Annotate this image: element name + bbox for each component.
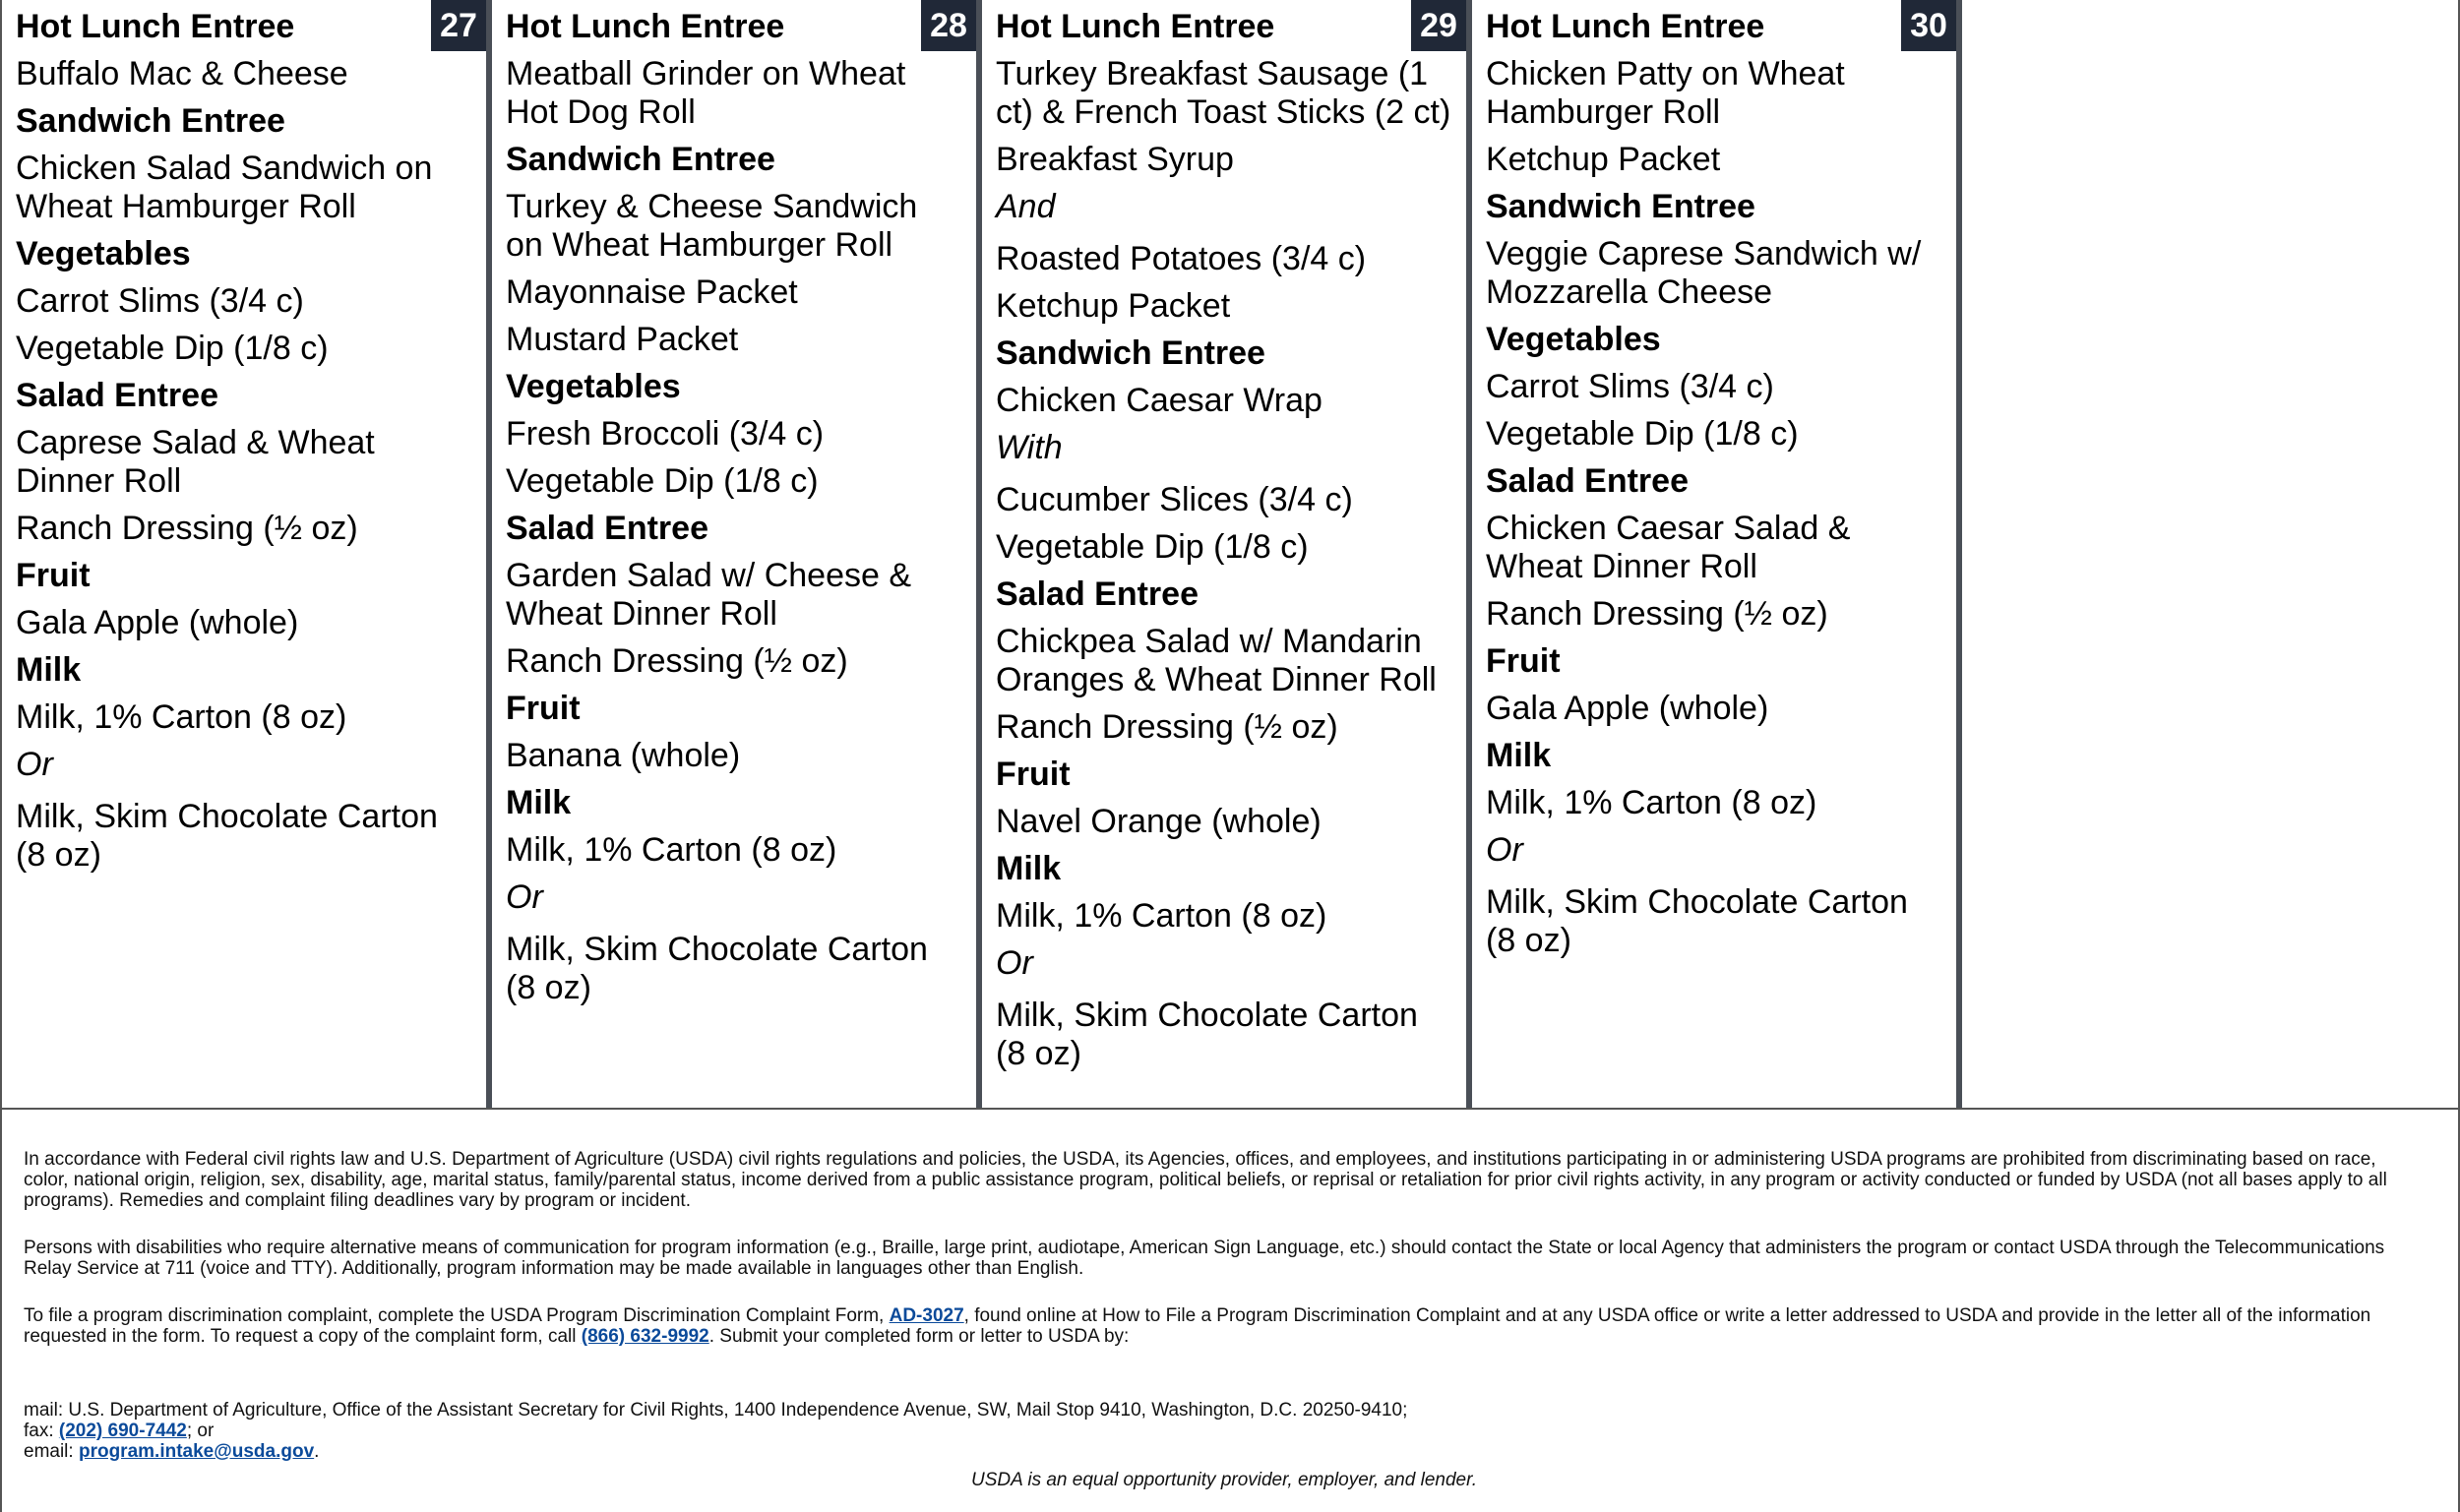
menu-category-heading: Sandwich Entree [1486, 188, 1755, 225]
email-suffix: . [314, 1441, 320, 1462]
menu-item: Milk, 1% Carton (8 oz) [996, 897, 1327, 935]
menu-item: Mayonnaise Packet [506, 273, 798, 311]
menu-calendar [2, 0, 2458, 1110]
menu-category-heading: Fruit [16, 557, 91, 594]
menu-category-heading: Sandwich Entree [506, 141, 775, 178]
menu-connector-text: Or [506, 878, 543, 916]
menu-item: Gala Apple (whole) [1486, 690, 1769, 727]
day-30 [1472, 0, 1962, 1108]
menu-item: Veggie Caprese Sandwich w/ Mozzarella Cheese [1486, 235, 1922, 311]
contact-block [24, 1400, 2425, 1462]
fax-label: fax: [24, 1421, 59, 1441]
usda-nondiscrimination-statement [24, 1149, 2425, 1490]
menu-item: Meatball Grinder on Wheat Hot Dog Roll [506, 55, 906, 131]
menu-category-heading: Salad Entree [16, 377, 218, 414]
mail-address: mail: U.S. Department of Agriculture, Office of the Assistant Secretary for Civil Rights, 1400 Independence Avenue, SW, Mail Stop 9410, Washington, D.C. 20250-9410; [24, 1400, 1408, 1421]
menu-category-heading: Milk [1486, 737, 1552, 774]
menu-item: Vegetable Dip (1/8 c) [996, 528, 1309, 566]
menu-category-heading: Fruit [1486, 642, 1561, 680]
menu-items-list [16, 8, 486, 875]
menu-item: Ketchup Packet [996, 287, 1231, 325]
complaint-text-1: To file a program discrimination complaint, complete the USDA Program Discrimination Complaint Form, [24, 1305, 890, 1326]
accessibility-paragraph: Persons with disabilities who require alternative means of communication for program information (e.g., Braille, large print, audiotape, American Sign Language, etc.) should contact the State or local Agency that administers the program or contact USDA through the Telecommunications Relay Service at 711 (voice and TTY). Additionally, program information may be made available in languages other than English. [24, 1238, 2385, 1279]
menu-item: Milk, 1% Carton (8 oz) [506, 831, 837, 869]
menu-category-heading: Salad Entree [1486, 462, 1689, 500]
menu-item: Chickpea Salad w/ Mandarin Oranges & Wheat Dinner Roll [996, 623, 1437, 698]
menu-item: Garden Salad w/ Cheese & Wheat Dinner Roll [506, 557, 912, 633]
menu-item: Milk, Skim Chocolate Carton (8 oz) [1486, 883, 1908, 959]
fax-suffix: ; or [186, 1421, 215, 1441]
menu-item: Vegetable Dip (1/8 c) [506, 462, 819, 500]
menu-item: Vegetable Dip (1/8 c) [16, 330, 329, 367]
menu-item: Chicken Patty on Wheat Hamburger Roll [1486, 55, 1845, 131]
menu-item: Navel Orange (whole) [996, 803, 1322, 840]
menu-connector-text: With [996, 429, 1063, 466]
menu-connector-text: Or [996, 944, 1033, 982]
menu-item: Milk, 1% Carton (8 oz) [1486, 784, 1817, 821]
complaint-paragraph [24, 1305, 2425, 1347]
menu-item: Carrot Slims (3/4 c) [16, 282, 304, 320]
menu-item: Cucumber Slices (3/4 c) [996, 481, 1353, 518]
menu-items-list [506, 8, 976, 1007]
equal-opportunity-tagline: USDA is an equal opportunity provider, employer, and lender. [970, 1470, 1477, 1490]
menu-item: Ranch Dressing (½ oz) [996, 708, 1338, 746]
day-28 [492, 0, 982, 1108]
menu-item: Turkey & Cheese Sandwich on Wheat Hamburger Roll [506, 188, 918, 264]
menu-category-heading: Milk [996, 850, 1062, 887]
menu-item: Turkey Breakfast Sausage (1 ct) & French Toast Sticks (2 ct) [996, 55, 1451, 131]
menu-connector-text: And [996, 188, 1056, 225]
ad-3027-link[interactable]: AD-3027 [889, 1305, 964, 1326]
menu-item: Milk, Skim Chocolate Carton (8 oz) [506, 931, 928, 1006]
complaint-text-3: . Submit your completed form or letter to USDA by: [708, 1326, 1130, 1347]
menu-item: Buffalo Mac & Cheese [16, 55, 348, 92]
day-number-badge: 29 [1411, 0, 1466, 51]
menu-category-heading: Fruit [996, 756, 1071, 793]
menu-item: Roasted Potatoes (3/4 c) [996, 240, 1367, 277]
complaint-phone-link[interactable]: (866) 632-9992 [581, 1326, 709, 1347]
menu-item: Mustard Packet [506, 321, 739, 358]
menu-connector-text: Or [16, 746, 53, 783]
menu-item: Carrot Slims (3/4 c) [1486, 368, 1774, 405]
menu-category-heading: Salad Entree [506, 510, 708, 547]
menu-category-heading: Sandwich Entree [996, 334, 1265, 372]
menu-items-list [996, 8, 1466, 1073]
menu-item: Chicken Caesar Salad & Wheat Dinner Roll [1486, 510, 1851, 585]
menu-items-list [1486, 8, 1956, 960]
menu-category-heading: Hot Lunch Entree [996, 8, 1275, 45]
menu-item: Ranch Dressing (½ oz) [1486, 595, 1828, 633]
menu-connector-text: Or [1486, 831, 1523, 869]
menu-category-heading: Vegetables [16, 235, 191, 272]
menu-category-heading: Vegetables [1486, 321, 1661, 358]
menu-item: Chicken Caesar Wrap [996, 382, 1322, 419]
menu-item: Vegetable Dip (1/8 c) [1486, 415, 1799, 453]
email-label: email: [24, 1441, 79, 1462]
menu-category-heading: Milk [506, 784, 572, 821]
menu-item: Chicken Salad Sandwich on Wheat Hamburger Roll [16, 150, 433, 225]
menu-item: Milk, Skim Chocolate Carton (8 oz) [996, 997, 1418, 1072]
menu-category-heading: Vegetables [506, 368, 681, 405]
email-link[interactable]: program.intake@usda.gov [78, 1441, 315, 1462]
civil-rights-paragraph: In accordance with Federal civil rights law and U.S. Department of Agriculture (USDA) civil rights regulations and policies, the USDA, its Agencies, offices, and employees, and institutions participating in or administering USDA programs are prohibited from discriminating based on race, color, national origin, religion, sex, disability, age, marital status, family/parental status, income derived from a public assistance program, political beliefs, or reprisal or retaliation for prior civil rights activity, in any program or activity conducted or funded by USDA (not all bases apply to all programs). Remedies and complaint filing deadlines vary by program or incident. [24, 1149, 2387, 1211]
fax-link[interactable]: (202) 690-7442 [58, 1421, 187, 1441]
menu-item: Caprese Salad & Wheat Dinner Roll [16, 424, 375, 500]
day-27 [2, 0, 492, 1108]
menu-item: Ketchup Packet [1486, 141, 1721, 178]
menu-item: Milk, 1% Carton (8 oz) [16, 698, 347, 736]
day-number-badge: 28 [921, 0, 976, 51]
day-29 [982, 0, 1472, 1108]
menu-item: Banana (whole) [506, 737, 741, 774]
menu-item: Breakfast Syrup [996, 141, 1234, 178]
menu-category-heading: Hot Lunch Entree [1486, 8, 1765, 45]
day-number-badge: 30 [1901, 0, 1956, 51]
menu-item: Ranch Dressing (½ oz) [16, 510, 358, 547]
menu-category-heading: Fruit [506, 690, 581, 727]
day-number-badge: 27 [431, 0, 486, 51]
menu-category-heading: Sandwich Entree [16, 102, 285, 140]
menu-item: Milk, Skim Chocolate Carton (8 oz) [16, 798, 438, 874]
menu-category-heading: Salad Entree [996, 575, 1199, 613]
menu-item: Gala Apple (whole) [16, 604, 299, 641]
menu-item: Fresh Broccoli (3/4 c) [506, 415, 825, 453]
menu-category-heading: Milk [16, 651, 82, 689]
empty-day-cell [1962, 0, 2452, 1108]
complaint-text-2: , found online at How to File a Program Discrimination Complaint and at any USDA office or write a letter addressed to USDA and provide in the letter all of the information requested in the form. To request a copy of the complaint form, call [24, 1305, 2371, 1347]
menu-item: Ranch Dressing (½ oz) [506, 642, 848, 680]
menu-category-heading: Hot Lunch Entree [506, 8, 785, 45]
menu-category-heading: Hot Lunch Entree [16, 8, 295, 45]
